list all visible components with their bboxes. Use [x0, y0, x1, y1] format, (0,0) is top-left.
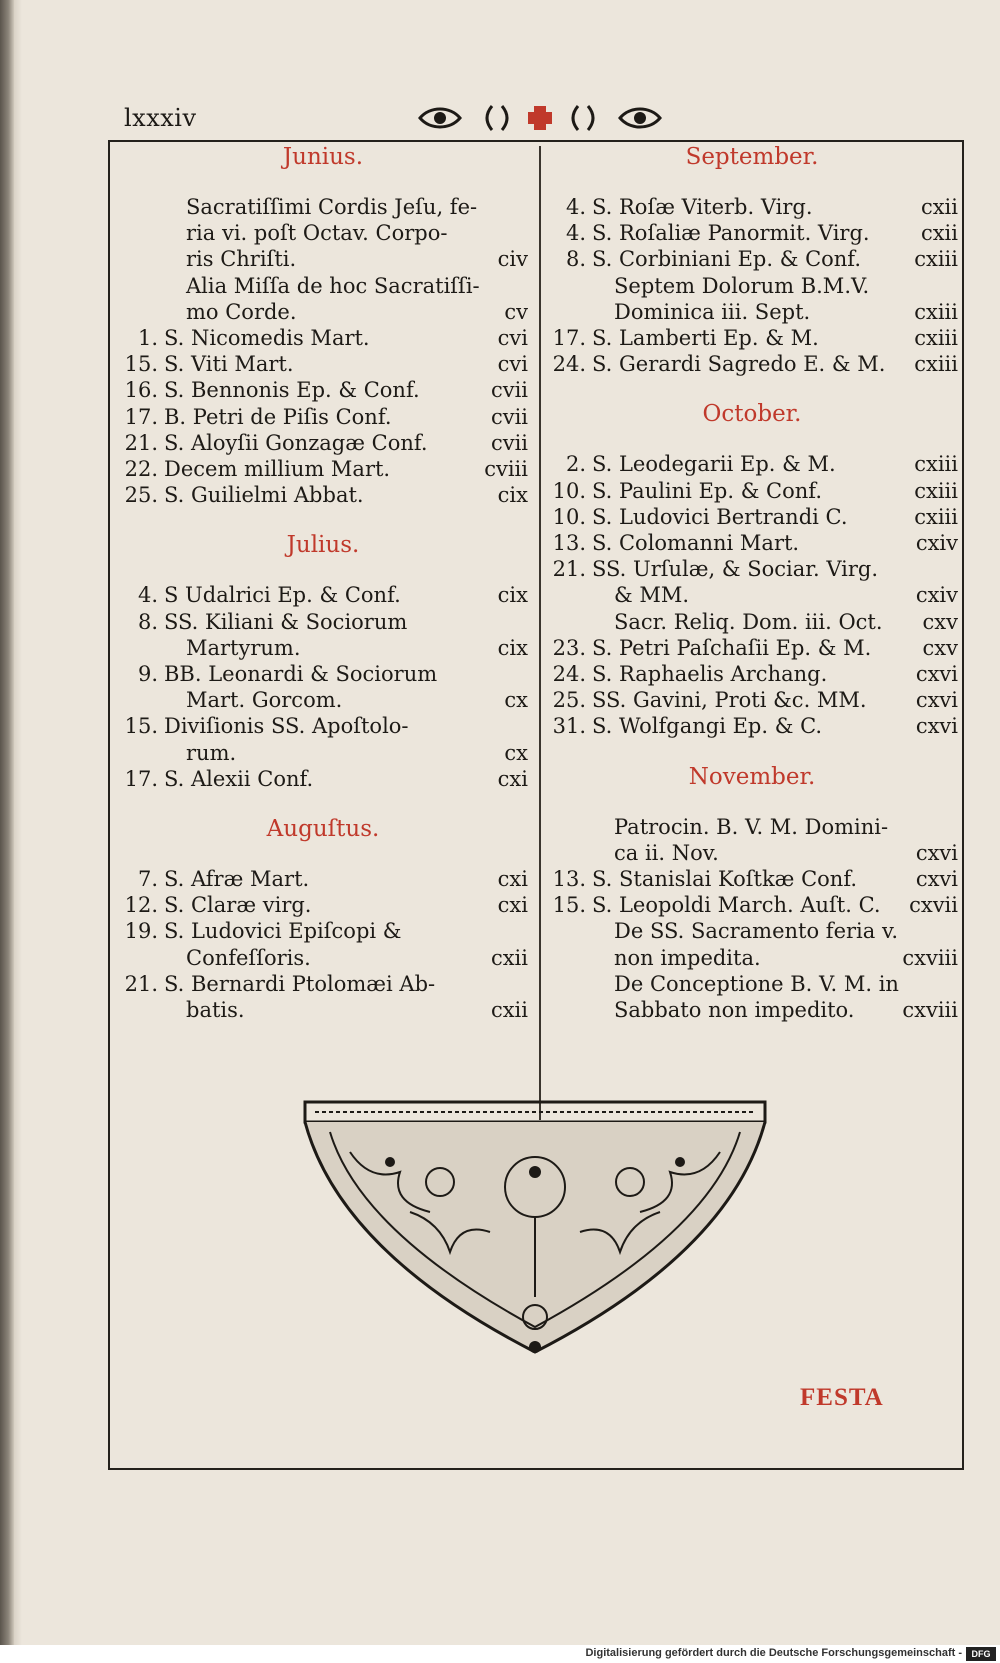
- feast-text: mo Corde.: [186, 299, 297, 324]
- feast-entry: [118, 273, 528, 325]
- entry-line: [546, 556, 958, 582]
- page-reference: cxviii: [902, 945, 958, 970]
- entry-line: [118, 971, 528, 997]
- catchword: FESTA: [800, 1384, 884, 1411]
- day-number: 25.: [552, 688, 586, 713]
- page-reference: cxii: [490, 945, 528, 970]
- feast-text: Alia Miſſa de hoc Sacratiſſi-: [186, 273, 480, 298]
- feast-text: S Udalrici Ep. & Conf.: [164, 583, 401, 608]
- feast-entry: [118, 194, 528, 273]
- feast-text: SS. Kiliani & Sociorum: [164, 609, 408, 634]
- feast-entry: [546, 530, 958, 556]
- page-reference: cxvi: [915, 688, 958, 713]
- feast-text: S. Aloyſii Gonzagæ Conf.: [164, 430, 428, 455]
- entry-line: [118, 713, 528, 739]
- entry-line: [118, 609, 528, 635]
- day-number: 1.: [137, 326, 158, 351]
- feast-entry: [118, 661, 528, 713]
- feast-text: S. Roſæ Viterb. Virg.: [592, 195, 813, 219]
- page-reference: cxiv: [915, 583, 958, 608]
- page-reference: cvii: [490, 404, 528, 429]
- day-number: 10.: [552, 478, 586, 503]
- heading-gap: [546, 429, 958, 451]
- feast-text: S. Stanislai Koſtkæ Conf.: [592, 867, 858, 892]
- feast-text: Mart. Gorcom.: [186, 688, 343, 713]
- feast-text: S. Wolfgangi Ep. & C.: [592, 714, 823, 739]
- feast-entry: [118, 713, 528, 765]
- feast-text: Diviſionis SS. Apoſtolo-: [164, 714, 409, 739]
- page-reference: cxii: [920, 221, 958, 246]
- feast-text: ca ii. Nov.: [614, 840, 719, 865]
- entry-line: [546, 451, 958, 477]
- feast-text: rum.: [186, 740, 237, 765]
- page-edge: [14, 0, 22, 1645]
- entry-line: [118, 687, 528, 713]
- feast-text: S. Leopoldi March. Auſt. C.: [592, 893, 881, 918]
- page-reference: cxvi: [915, 662, 958, 687]
- page-reference: cix: [497, 583, 528, 608]
- section-gap: [546, 377, 958, 399]
- feast-entry: [546, 220, 958, 246]
- dfg-logo: DFG: [966, 1647, 996, 1661]
- feast-text: S. Guilielmi Abbat.: [164, 483, 364, 508]
- feast-text: S. Ludovici Bertrandi C.: [592, 504, 848, 529]
- feast-text: S. Colomanni Mart.: [592, 531, 800, 556]
- feast-entry: [118, 866, 528, 892]
- feast-text: ris Chriſti.: [186, 247, 297, 272]
- feast-text: S. Lamberti Ep. & M.: [592, 326, 819, 351]
- feast-entry: [546, 713, 958, 739]
- entry-line: [546, 194, 958, 220]
- page-reference: cxi: [497, 867, 528, 892]
- day-number: 8.: [565, 247, 586, 272]
- feast-text: Sacr. Reliq. Dom. iii. Oct.: [614, 609, 883, 634]
- day-number: 12.: [124, 893, 158, 918]
- page-reference: cxiii: [914, 352, 958, 377]
- feast-entry: [118, 351, 528, 377]
- page-reference: cxiv: [915, 531, 958, 556]
- feast-text: ria vi. poſt Octav. Corpo-: [186, 221, 448, 246]
- feast-text: Septem Dolorum B.M.V.: [614, 273, 870, 298]
- page-reference: cxii: [920, 195, 958, 219]
- feast-text: S. Nicomedis Mart.: [164, 326, 370, 351]
- feast-text: S. Corbiniani Ep. & Conf.: [592, 247, 862, 272]
- entry-line: [546, 661, 958, 687]
- entry-line: [118, 945, 528, 971]
- feast-text: S. Alexii Conf.: [164, 766, 314, 791]
- month-heading: November.: [688, 763, 816, 790]
- entry-line: [118, 635, 528, 661]
- entry-line: [546, 814, 958, 840]
- feast-text: Patrocin. B. V. M. Domini-: [614, 814, 889, 839]
- book-spine: [0, 0, 14, 1645]
- page-reference: cxviii: [902, 998, 958, 1023]
- feast-entry: [546, 478, 958, 504]
- entry-line: [118, 766, 528, 792]
- day-number: 4.: [137, 583, 158, 608]
- page-reference: cxvi: [915, 867, 958, 892]
- feast-text: batis.: [186, 998, 245, 1023]
- page-reference: cxi: [497, 766, 528, 791]
- feast-entry: [118, 404, 528, 430]
- feast-text: S. Ludovici Epiſcopi &: [164, 919, 402, 944]
- day-number: 21.: [124, 430, 158, 455]
- feast-entry: [118, 582, 528, 608]
- day-number: 21.: [124, 971, 158, 996]
- folio-number: lxxxiv: [124, 104, 197, 132]
- feast-entry: [546, 918, 958, 970]
- entry-line: [118, 482, 528, 508]
- feast-text: S. Raphaelis Archang.: [592, 662, 828, 687]
- entry-line: [118, 918, 528, 944]
- feast-entry: [546, 351, 958, 377]
- entry-line: [118, 325, 528, 351]
- heading-gap: [118, 844, 528, 866]
- ornamental-vignette: [290, 1092, 780, 1367]
- entry-line: [546, 273, 958, 299]
- day-number: 31.: [552, 714, 586, 739]
- entry-line: [546, 325, 958, 351]
- feast-entry: [118, 430, 528, 456]
- feast-entry: [118, 971, 528, 1023]
- right-column: [546, 142, 958, 1023]
- entry-line: [118, 582, 528, 608]
- entry-line: [118, 194, 528, 220]
- entry-line: [118, 892, 528, 918]
- entry-line: [546, 246, 958, 272]
- page-reference: cxiii: [914, 299, 958, 324]
- entry-line: [546, 945, 958, 971]
- feast-text: BB. Leonardi & Sociorum: [164, 662, 438, 687]
- entry-line: [118, 456, 528, 482]
- entry-line: [118, 740, 528, 766]
- entry-line: [118, 997, 528, 1023]
- section-gap: [118, 792, 528, 814]
- feast-entry: [546, 687, 958, 713]
- page-reference: cvii: [490, 430, 528, 455]
- feast-entry: [118, 377, 528, 403]
- day-number: 13.: [552, 867, 586, 892]
- page-reference: cv: [504, 299, 528, 324]
- feast-entry: [118, 456, 528, 482]
- day-number: 4.: [565, 221, 586, 246]
- heading-gap: [546, 792, 958, 814]
- entry-line: [546, 220, 958, 246]
- feast-text: Sacratiſſimi Cordis Jeſu, fe-: [186, 195, 478, 219]
- page-reference: cvii: [490, 378, 528, 403]
- feast-entry: [546, 866, 958, 892]
- entry-line: [546, 478, 958, 504]
- day-number: 17.: [552, 326, 586, 351]
- day-number: 15.: [124, 714, 158, 739]
- page-reference: cxiii: [914, 326, 958, 351]
- page-reference: cxii: [490, 998, 528, 1023]
- entry-line: [118, 220, 528, 246]
- entry-line: [118, 377, 528, 403]
- feast-entry: [546, 661, 958, 687]
- feast-text: S. Claræ virg.: [164, 893, 312, 918]
- feast-text: S. Roſaliæ Panormit. Virg.: [592, 221, 870, 246]
- page-reference: cxvii: [909, 893, 958, 918]
- feast-entry: [546, 556, 958, 608]
- month-heading: October.: [702, 401, 802, 428]
- entry-line: [118, 351, 528, 377]
- section-gap: [118, 508, 528, 530]
- entry-line: [546, 609, 958, 635]
- feast-entry: [118, 918, 528, 970]
- feast-entry: [546, 609, 958, 635]
- section-gap: [546, 740, 958, 762]
- page-reference: cxvi: [915, 714, 958, 739]
- feast-text: S. Gerardi Sagredo E. & M.: [592, 352, 886, 377]
- entry-line: [118, 299, 528, 325]
- day-number: 21.: [552, 557, 586, 582]
- feast-text: S. Paulini Ep. & Conf.: [592, 478, 822, 503]
- entry-line: [118, 404, 528, 430]
- entry-line: [118, 430, 528, 456]
- feast-text: Martyrum.: [186, 635, 301, 660]
- feast-text: SS. Urſulæ, & Sociar. Virg.: [592, 557, 878, 582]
- entry-line: [546, 504, 958, 530]
- feast-text: B. Petri de Piſis Conf.: [164, 404, 392, 429]
- feast-text: S. Bernardi Ptolomæi Ab-: [164, 971, 436, 996]
- day-number: 13.: [552, 531, 586, 556]
- cross-ornament-icon: [410, 98, 670, 138]
- day-number: 24.: [552, 352, 586, 377]
- feast-text: De SS. Sacramento feria v.: [614, 919, 898, 944]
- entry-line: [546, 530, 958, 556]
- feast-entry: [118, 766, 528, 792]
- page-reference: cxiii: [914, 478, 958, 503]
- entry-line: [546, 687, 958, 713]
- feast-text: Confeſſoris.: [186, 945, 311, 970]
- feast-text: S. Bennonis Ep. & Conf.: [164, 378, 420, 403]
- feast-text: SS. Gavini, Proti &c. MM.: [592, 688, 867, 713]
- feast-entry: [118, 325, 528, 351]
- heading-gap: [118, 560, 528, 582]
- day-number: 7.: [137, 867, 158, 892]
- digitization-footer: [0, 1645, 1000, 1663]
- entry-line: [546, 299, 958, 325]
- month-heading: Auguſtus.: [266, 816, 380, 843]
- day-number: 16.: [124, 378, 158, 403]
- column-divider: [539, 146, 541, 1120]
- day-number: 24.: [552, 662, 586, 687]
- feast-entry: [546, 892, 958, 918]
- page-reference: cxiii: [914, 452, 958, 477]
- day-number: 4.: [565, 195, 586, 219]
- feast-text: Dominica iii. Sept.: [614, 299, 811, 324]
- page-reference: cx: [504, 688, 528, 713]
- page-reference: cxiii: [914, 247, 958, 272]
- day-number: 22.: [124, 457, 158, 482]
- feast-entry: [546, 451, 958, 477]
- page-reference: cxi: [497, 893, 528, 918]
- running-head: [120, 96, 960, 140]
- page-reference: cxv: [922, 609, 958, 634]
- entry-line: [546, 840, 958, 866]
- page-reference: cvi: [497, 352, 528, 377]
- page-reference: cix: [497, 483, 528, 508]
- page-reference: cvi: [497, 326, 528, 351]
- feast-entry: [546, 273, 958, 325]
- feast-text: De Conceptione B. V. M. in: [614, 971, 899, 996]
- page-reference: cviii: [484, 457, 528, 482]
- feast-entry: [546, 246, 958, 272]
- page-reference: cxvi: [915, 840, 958, 865]
- day-number: 10.: [552, 504, 586, 529]
- entry-line: [118, 866, 528, 892]
- day-number: 17.: [124, 766, 158, 791]
- entry-line: [546, 918, 958, 944]
- heading-gap: [118, 172, 528, 194]
- feast-text: S. Afræ Mart.: [164, 867, 310, 892]
- feast-text: & MM.: [614, 583, 690, 608]
- left-column: [118, 142, 528, 1023]
- entry-line: [118, 661, 528, 687]
- month-heading: Junius.: [282, 144, 364, 170]
- entry-line: [118, 273, 528, 299]
- entry-line: [546, 971, 958, 997]
- page-reference: cxv: [922, 635, 958, 660]
- page-reference: cxiii: [914, 504, 958, 529]
- feast-text: S. Leodegarii Ep. & M.: [592, 452, 836, 477]
- feast-entry: [118, 892, 528, 918]
- feast-text: S. Petri Paſchaſii Ep. & M.: [592, 635, 872, 660]
- entry-line: [546, 997, 958, 1023]
- entry-line: [546, 635, 958, 661]
- feast-entry: [118, 609, 528, 661]
- month-heading: Julius.: [286, 532, 360, 559]
- page-reference: civ: [497, 247, 528, 272]
- page-reference: cix: [497, 635, 528, 660]
- entry-line: [546, 713, 958, 739]
- text-frame: [108, 140, 964, 1470]
- entry-line: [546, 351, 958, 377]
- day-number: 8.: [137, 609, 158, 634]
- feast-entry: [546, 971, 958, 1023]
- feast-text: Decem millium Mart.: [164, 457, 391, 482]
- month-heading: September.: [685, 144, 819, 170]
- page-reference: cx: [504, 740, 528, 765]
- feast-entry: [546, 635, 958, 661]
- feast-text: Sabbato non impedito.: [614, 998, 855, 1023]
- feast-entry: [546, 325, 958, 351]
- day-number: 19.: [124, 919, 158, 944]
- entry-line: [546, 582, 958, 608]
- feast-entry: [546, 194, 958, 220]
- feast-entry: [118, 482, 528, 508]
- entry-line: [546, 866, 958, 892]
- entry-line: [118, 246, 528, 272]
- day-number: 15.: [124, 352, 158, 377]
- feast-entry: [546, 814, 958, 866]
- heading-gap: [546, 172, 958, 194]
- day-number: 9.: [137, 662, 158, 687]
- feast-text: non impedita.: [614, 945, 761, 970]
- day-number: 23.: [552, 635, 586, 660]
- footer-credit: Digitalisierung gefördert durch die Deutsche Forschungsgemeinschaft -: [585, 1647, 962, 1659]
- day-number: 15.: [552, 893, 586, 918]
- feast-text: S. Viti Mart.: [164, 352, 294, 377]
- day-number: 2.: [565, 452, 586, 477]
- day-number: 25.: [124, 483, 158, 508]
- feast-entry: [546, 504, 958, 530]
- day-number: 17.: [124, 404, 158, 429]
- entry-line: [546, 892, 958, 918]
